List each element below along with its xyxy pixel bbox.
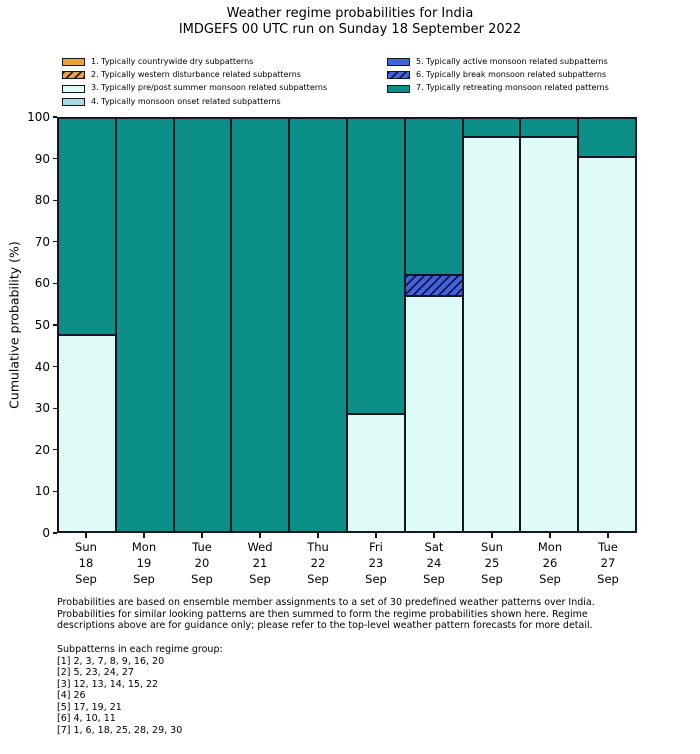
bar-segment-regime-3 xyxy=(463,137,521,532)
bar-segment-regime-3 xyxy=(347,414,405,532)
legend-column-right xyxy=(387,58,609,106)
x-tick-label-line: 25 xyxy=(484,556,500,570)
x-tick-label-line: 23 xyxy=(368,556,384,570)
bar-segment-regime-3 xyxy=(520,137,578,532)
bar-fri-23 xyxy=(347,118,405,532)
x-tick-label-mon-26 xyxy=(521,539,579,587)
subpatterns-list xyxy=(57,644,457,736)
legend-item-regime-2 xyxy=(62,71,387,80)
legend-item-label: 2. Typically western disturbance related subpatterns xyxy=(91,70,301,80)
subpatterns-group-3: [3] 12, 13, 14, 15, 22 xyxy=(57,678,159,690)
x-tick-label-line: Tue xyxy=(192,540,212,554)
y-axis-label: Cumulative probability (%) xyxy=(6,241,22,409)
bar-sun-25 xyxy=(463,118,521,532)
legend-swatch-icon xyxy=(387,85,410,93)
y-tick-label-40: 40 xyxy=(34,359,50,374)
x-tick-label-mon-19 xyxy=(115,539,173,587)
bar-sun-18 xyxy=(58,118,116,532)
y-tick-label-30: 30 xyxy=(34,401,50,416)
x-tick-label-line: Sep xyxy=(481,572,503,586)
x-tick-label-tue-27 xyxy=(579,539,637,587)
bar-tue-27 xyxy=(578,118,636,532)
y-tick-label-50: 50 xyxy=(34,318,50,332)
bar-mon-26 xyxy=(520,118,578,532)
subpatterns-group-6: [6] 4, 10, 11 xyxy=(57,713,116,724)
bar-segment-regime-7 xyxy=(578,118,636,157)
bar-sat-24 xyxy=(405,118,463,532)
y-tick-label-10: 10 xyxy=(34,484,50,499)
bar-mon-19 xyxy=(116,118,174,532)
x-tick-label-line: Sun xyxy=(75,540,97,554)
chart-legend xyxy=(62,58,609,106)
bar-segment-regime-7 xyxy=(116,118,174,532)
x-tick-label-line: Mon xyxy=(131,540,157,554)
bar-segment-regime-3 xyxy=(58,335,116,532)
bar-segment-regime-7 xyxy=(231,118,289,532)
x-tick-label-tue-20 xyxy=(173,539,231,587)
legend-item-label: 3. Typically pre/post summer monsoon related subpatterns xyxy=(91,83,328,93)
subpatterns-group-5: [5] 17, 19, 21 xyxy=(57,701,122,713)
x-tick-label-wed-21 xyxy=(231,539,289,587)
x-tick-label-line: Sep xyxy=(249,572,271,586)
legend-item-label: 6. Typically break monsoon related subpatterns xyxy=(416,70,607,80)
bar-segment-regime-7 xyxy=(463,118,521,137)
legend-item-regime-1 xyxy=(62,58,387,67)
x-tick-label-line: Sep xyxy=(539,572,561,586)
x-tick-label-sat-24 xyxy=(405,539,463,587)
bar-segment-regime-7 xyxy=(174,118,232,532)
x-tick-mark xyxy=(201,533,202,538)
x-tick-label-line: Sep xyxy=(191,572,213,586)
x-tick-mark xyxy=(317,533,318,538)
subpatterns-group-7: [7] 1, 6, 18, 25, 28, 29, 30 xyxy=(57,724,183,736)
bar-segment-regime-3 xyxy=(578,157,636,532)
legend-swatch-icon xyxy=(62,85,85,93)
bar-tue-20 xyxy=(174,118,232,532)
y-tick-label-90: 90 xyxy=(34,151,50,166)
x-tick-label-line: 24 xyxy=(426,556,442,570)
bar-segment-regime-7 xyxy=(405,118,463,275)
chart-subtitle: IMDGEFS 00 UTC run on Sunday 18 September 2022 xyxy=(178,22,522,37)
x-tick-label-line: Sep xyxy=(307,572,329,586)
legend-column-left xyxy=(62,58,387,106)
x-tick-label-fri-23 xyxy=(347,539,405,587)
x-tick-mark xyxy=(549,533,550,538)
subpatterns-group-2: [2] 5, 23, 24, 27 xyxy=(57,667,134,678)
x-tick-mark xyxy=(607,533,608,538)
bar-segment-regime-7 xyxy=(347,118,405,414)
bar-segment-regime-7 xyxy=(58,118,116,335)
y-tick-label-70: 70 xyxy=(34,234,50,249)
legend-swatch-icon xyxy=(62,58,85,66)
x-tick-label-line: 20 xyxy=(194,556,210,570)
x-tick-label-line: 26 xyxy=(542,556,558,570)
y-tick-label-20: 20 xyxy=(34,442,50,457)
legend-item-regime-4 xyxy=(62,98,387,107)
chart-title: Weather regime probabilities for India xyxy=(226,6,474,21)
x-tick-label-line: Sat xyxy=(424,540,444,554)
x-tick-label-line: Sep xyxy=(597,572,619,586)
legend-swatch-icon xyxy=(387,58,410,66)
x-tick-mark xyxy=(433,533,434,538)
legend-item-regime-3 xyxy=(62,84,387,93)
legend-item-regime-6 xyxy=(387,71,609,80)
x-tick-label-line: Sep xyxy=(365,572,387,586)
x-tick-label-line: Sep xyxy=(133,572,155,586)
bar-segment-regime-7 xyxy=(520,118,578,137)
x-tick-label-sun-25 xyxy=(463,539,521,587)
footer-note xyxy=(57,597,657,632)
x-tick-label-line: 19 xyxy=(136,556,152,570)
y-tick-label-80: 80 xyxy=(34,193,50,208)
x-tick-label-thu-22 xyxy=(289,539,347,587)
x-tick-label-sun-18 xyxy=(57,539,115,587)
x-tick-label-line: Thu xyxy=(307,540,329,554)
bar-segment-regime-6 xyxy=(405,275,463,296)
legend-item-label: 4. Typically monsoon onset related subpatterns xyxy=(91,96,281,106)
bar-thu-22 xyxy=(289,118,347,532)
x-tick-label-line: Sep xyxy=(423,572,445,586)
bar-segment-regime-7 xyxy=(289,118,347,532)
plot-area xyxy=(57,117,637,533)
subpatterns-group-4: [4] 26 xyxy=(57,690,86,701)
legend-item-label: 5. Typically active monsoon related subpatterns xyxy=(416,57,608,66)
x-tick-label-line: Sun xyxy=(481,540,503,554)
footer-line: Probabilities for similar looking patterns are then summed to form the regime probabilities shown here. Regime xyxy=(57,608,588,620)
bar-segment-regime-3 xyxy=(405,296,463,532)
x-tick-label-line: 22 xyxy=(310,556,326,570)
legend-swatch-icon xyxy=(62,71,85,79)
x-tick-label-line: Sep xyxy=(75,572,97,586)
x-tick-label-line: Wed xyxy=(247,540,273,554)
x-tick-mark xyxy=(491,533,492,538)
footer-line: descriptions above are for guidance only; please refer to the top-level weather pattern forecasts for more detail. xyxy=(57,620,593,632)
legend-item-regime-5 xyxy=(387,58,609,67)
y-tick-label-60: 60 xyxy=(34,276,50,291)
y-tick-label-0: 0 xyxy=(42,526,50,540)
x-tick-mark xyxy=(143,533,144,538)
x-tick-mark xyxy=(375,533,376,538)
x-tick-mark xyxy=(85,533,86,538)
x-tick-label-line: Fri xyxy=(369,540,383,554)
x-tick-mark xyxy=(259,533,260,538)
x-tick-label-line: 27 xyxy=(600,556,616,570)
legend-swatch-icon xyxy=(62,98,85,106)
x-tick-label-line: Tue xyxy=(598,540,618,554)
chart-title-block xyxy=(0,6,700,38)
legend-item-regime-7 xyxy=(387,84,609,93)
legend-swatch-icon xyxy=(387,71,410,79)
x-tick-label-line: Mon xyxy=(537,540,563,554)
subpatterns-group-1: [1] 2, 3, 7, 8, 9, 16, 20 xyxy=(57,655,165,667)
legend-item-label: 1. Typically countrywide dry subpatterns xyxy=(91,57,254,66)
legend-item-label: 7. Typically retreating monsoon related patterns xyxy=(416,83,609,93)
footer-line: Probabilities are based on ensemble member assignments to a set of 30 predefined weather patterns over India. xyxy=(57,597,595,608)
subpatterns-title: Subpatterns in each regime group: xyxy=(57,644,223,655)
bar-wed-21 xyxy=(231,118,289,532)
x-tick-label-line: 21 xyxy=(252,556,268,570)
y-tick-label-100: 100 xyxy=(27,110,50,124)
x-tick-label-line: 18 xyxy=(78,556,94,570)
